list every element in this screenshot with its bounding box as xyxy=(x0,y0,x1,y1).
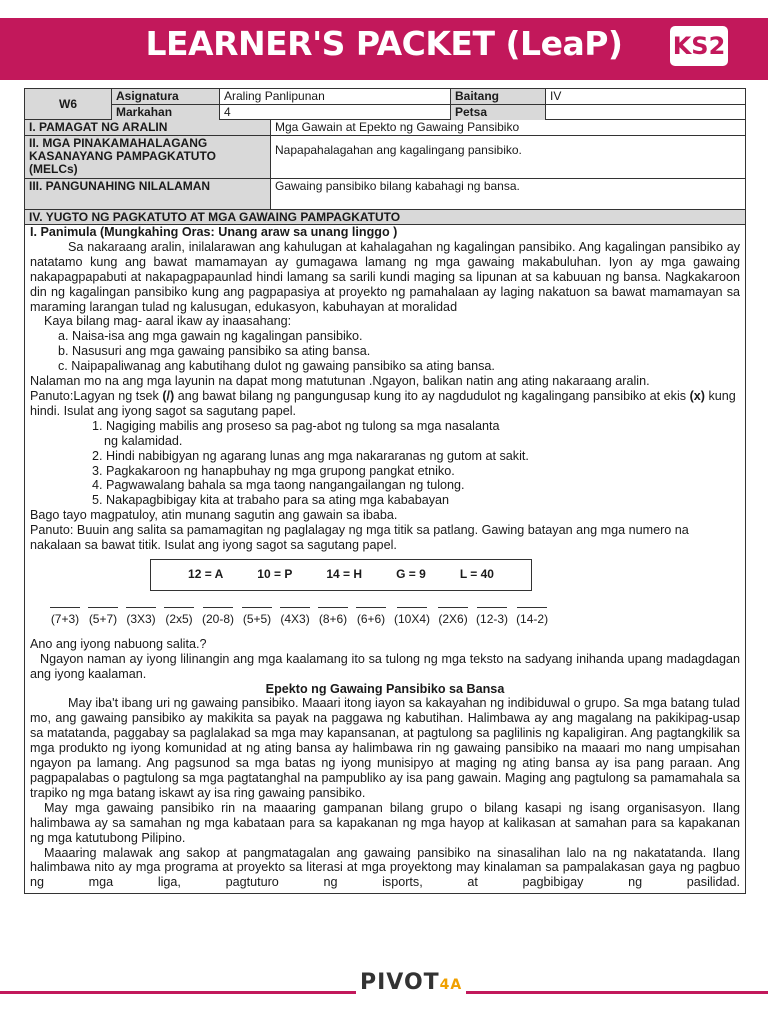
panuto-1-text-b: ang bawat bilang ng pangungusap kung ito ay nagdudulot ng kagalingang pansibiko at ekis xyxy=(174,388,690,403)
lesson-table xyxy=(24,88,746,894)
puzzle-slot xyxy=(50,601,80,627)
section-3-label: III. PANGUNAHING NILALAMAN xyxy=(25,179,271,209)
code-item: 12 = A xyxy=(188,567,224,582)
puzzle-slot xyxy=(280,601,310,627)
answer-blank[interactable] xyxy=(438,601,468,608)
puzzle-expr: (10X4) xyxy=(394,611,431,626)
info-grid xyxy=(112,89,745,119)
date-value xyxy=(546,105,745,120)
puzzle-expr: (6+6) xyxy=(356,611,386,626)
grade-label: Baitang xyxy=(451,89,546,104)
statement-item: ng kalamidad. xyxy=(104,433,183,448)
week-cell: W6 xyxy=(25,89,112,119)
section-4-label: IV. YUGTO NG PAGKATUTO AT MGA GAWAING PAMPAGKATUTO xyxy=(25,210,745,224)
pivot-logo xyxy=(356,970,466,995)
section-2-label: II. MGA PINAKAMAHALAGANG KASANAYANG PAMPAGKATUTO (MELCs) xyxy=(25,136,271,178)
puzzle-slot xyxy=(88,601,118,627)
puzzle-slot xyxy=(318,601,348,627)
panuto-1-text-c: kung hindi. Isulat ang iyong sagot sa sagutang papel. xyxy=(30,388,736,418)
puzzle-expr: (5+5) xyxy=(242,611,272,626)
puzzle-slot xyxy=(202,601,234,627)
intro-paragraph: Sa nakaraang aralin, inilalarawan ang kahulugan at kahalagahan ng kagalingan pansibiko. Ang kagalingan pansibiko ay natatamo kung ang bawat mamamayan ay gumagawa lamang ng mga gawaing makabuluhan. Iyon ay mga gawaing nakapagpapabuti at nakapagpapaunlad hindi lamang sa sarili kundi maging sa lipunan at sa kabuuan ng bansa. Nagkakaroon din ng kagalingan pansibiko kung ang pagpapasiya at proyekto ng pamahalaan ay laging nakatuon sa bawat mamamayan sa maraming larangan tulad ng kalusugan, edukasyon, kabuhayan at moralidad xyxy=(30,239,740,314)
puzzle-expr: (14-2) xyxy=(516,611,549,626)
code-item: 10 = P xyxy=(257,567,293,582)
puzzle-expr: (2X6) xyxy=(438,611,468,626)
panuto-1 xyxy=(30,389,740,419)
code-item: L = 40 xyxy=(459,567,494,582)
subject-label: Asignatura xyxy=(112,89,220,104)
objectives-intro: Kaya bilang mag- aaral ikaw ay inaasahang: xyxy=(44,314,292,329)
answer-blank[interactable] xyxy=(164,601,194,608)
answer-blank[interactable] xyxy=(203,601,233,608)
date-label: Petsa xyxy=(451,105,546,120)
code-item: G = 9 xyxy=(396,567,426,582)
packet-title: LEARNER'S PACKET (LeaP) xyxy=(145,24,623,63)
section-1-value: Mga Gawain at Epekto ng Gawaing Pansibiko xyxy=(275,120,520,134)
answer-blank[interactable] xyxy=(126,601,156,608)
section-3-value: Gawaing pansibiko bilang kabahagi ng bansa. xyxy=(275,179,520,193)
word-puzzle xyxy=(30,601,740,627)
objective-item: c. Naipapaliwanag ang kabutihang dulot ng gawaing pansibiko sa ating bansa. xyxy=(58,359,495,374)
section-2-value: Napapahalagahan ang kagalingang pansibiko. xyxy=(275,143,522,157)
pivot-logo-text: PIVOT xyxy=(360,970,440,995)
puzzle-expr: (5+7) xyxy=(88,611,118,626)
code-item: 14 = H xyxy=(326,567,363,582)
intro-heading: I. Panimula (Mungkahing Oras: Unang araw sa unang linggo ) xyxy=(30,225,398,239)
statement-item: 3. Pagkakaroon ng hanapbuhay ng mga grupong pangkat etniko. xyxy=(92,463,455,478)
quarter-value: 4 xyxy=(220,105,451,120)
statements-list xyxy=(30,419,740,508)
grade-value: IV xyxy=(550,89,562,103)
panuto-1-text-a: Panuto:Lagyan ng tsek xyxy=(30,388,163,403)
puzzle-slot xyxy=(394,601,430,627)
answer-blank[interactable] xyxy=(88,601,118,608)
paragraph-types: May iba't ibang uri ng gawaing pansibiko. Maaari itong iayon sa kakayahan ng indibiduwal o grupo. Sa mga batang tulad mo, ang gawaing pansibiko ay makikita sa payak na paggawa ng kabutihan. Halimbawa ay ang magalang na pakikipag-usap sa matatanda, paggabay sa paglalakad sa mga may kapansanan, at pagtulong sa paglilinis ng kapaligiran. Ang pagtangkilik sa mga produkto ng iyong komunidad at ng ating bansa ay halimbawa rin ng gawaing pansibiko na maaari mo nang umpisahan ngayon pa lamang. Ang pagsunod sa mga batas ng iyong munisipyo at maging ng ating bansa ay isa pang paraan. Ang pagpapalabas o pagtulong sa mga pagtatanghal na pampubliko ay isa pang gawain. Maging ang pagtulong sa pamamahala sa trapiko ng mga batang iskawt ay isa ring gawaing pansibiko. xyxy=(30,696,740,800)
subject-value: Araling Panlipunan xyxy=(220,89,451,104)
objective-item: a. Naisa-isa ang mga gawain ng kagalingan pansibiko. xyxy=(58,329,363,344)
lesson-body xyxy=(25,225,745,893)
puzzle-slot xyxy=(438,601,468,627)
puzzle-slot xyxy=(164,601,194,627)
statement-item: 1. Nagiging mabilis ang proseso sa pag-abot ng tulong sa mga nasalanta xyxy=(92,418,500,433)
puzzle-expr: (8+6) xyxy=(318,611,348,626)
statement-item: 2. Hindi nabibigyan ng agarang lunas ang mga nakararanas ng gutom at sakit. xyxy=(92,448,529,463)
answer-blank[interactable] xyxy=(280,601,310,608)
section-1-label: I. PAMAGAT NG ARALIN xyxy=(25,120,271,135)
letter-code-box xyxy=(150,559,532,591)
header-banner xyxy=(0,18,768,80)
answer-blank[interactable] xyxy=(318,601,348,608)
answer-blank[interactable] xyxy=(356,601,386,608)
transition-paragraph: Ngayon naman ay iyong lilinangin ang mga kaalamang ito sa tulong ng mga teksto na sadyang inihanda upang madagdagan ang iyong kaalaman. xyxy=(30,651,740,681)
review-intro: Nalaman mo na ang mga layunin na dapat mong matutunan .Ngayon, balikan natin ang ating nakaraang aralin. xyxy=(30,374,650,389)
check-symbol: (/) xyxy=(162,388,175,403)
puzzle-slot xyxy=(516,601,548,627)
section-melc-row xyxy=(25,136,745,179)
puzzle-expr: (3X3) xyxy=(126,611,156,626)
puzzle-question: Ano ang iyong nabuong salita.? xyxy=(30,636,207,651)
panuto-2: Panuto: Buuin ang salita sa pamamagitan ng paglalagay ng mga titik sa patlang. Gawing batayan ang mga numero na nakalaan sa bawat titik. Isulat ang iyong sagot sa sagutang papel. xyxy=(30,523,689,553)
statement-item: 4. Pagwawalang bahala sa mga taong nangangailangan ng tulong. xyxy=(92,478,465,493)
bago-text: Bago tayo magpatuloy, atin munang sagutin ang gawain sa ibaba. xyxy=(30,508,398,523)
puzzle-expr: (4X3) xyxy=(280,611,310,626)
puzzle-expr: (12-3) xyxy=(476,611,509,626)
puzzle-expr: (7+3) xyxy=(50,611,80,626)
key-stage-badge: KS2 xyxy=(670,26,728,66)
section-4-row xyxy=(25,210,745,225)
info-row-1 xyxy=(112,89,745,105)
paragraph-groups: May mga gawaing pansibiko rin na maaaring gampanan bilang grupo o bilang kasapi ng isang organisasyon. Ilang halimbawa ay sa samahan ng mga kabataan para sa kapakanan ng mga hayop at kalikasan at samahan para sa kapakanan ng mga katutubong Pilipino. xyxy=(30,800,740,845)
quarter-label: Markahan xyxy=(112,105,220,120)
section-title-row xyxy=(25,120,745,136)
answer-blank[interactable] xyxy=(50,601,80,608)
answer-blank[interactable] xyxy=(517,601,547,608)
objective-item: b. Nasusuri ang mga gawaing pansibiko sa ating bansa. xyxy=(58,344,371,359)
puzzle-expr: (20-8) xyxy=(202,611,235,626)
objectives-list xyxy=(30,329,740,374)
lesson-subheading: Epekto ng Gawaing Pansibiko sa Bansa xyxy=(265,681,505,696)
puzzle-expr: (2x5) xyxy=(165,611,193,626)
info-block xyxy=(25,89,745,120)
answer-blank[interactable] xyxy=(397,601,427,608)
puzzle-slot xyxy=(476,601,508,627)
info-row-2 xyxy=(112,105,745,120)
paragraph-adults: Maaaring malawak ang sakop at pangmatagalan ang gawaing pansibiko na sinasalihan lalo na ng nakatatanda. Ilang halimbawa nito ay mga programa at proyekto sa literasi at mga proyektong may kinalaman sa pampalakasan gaya ng pagbuo ng mga liga, pagtuturo ng isports, at pagbibigay ng pasilidad. xyxy=(30,845,740,890)
x-symbol: (x) xyxy=(689,388,705,403)
section-content-row xyxy=(25,179,745,210)
statement-item: 5. Nakapagbibigay kita at trabaho para sa ating mga kababayan xyxy=(92,493,450,508)
pivot-logo-number: 4A xyxy=(439,977,463,993)
answer-blank[interactable] xyxy=(477,601,507,608)
answer-blank[interactable] xyxy=(242,601,272,608)
puzzle-slot xyxy=(242,601,272,627)
puzzle-slot xyxy=(126,601,156,627)
puzzle-slot xyxy=(356,601,386,627)
